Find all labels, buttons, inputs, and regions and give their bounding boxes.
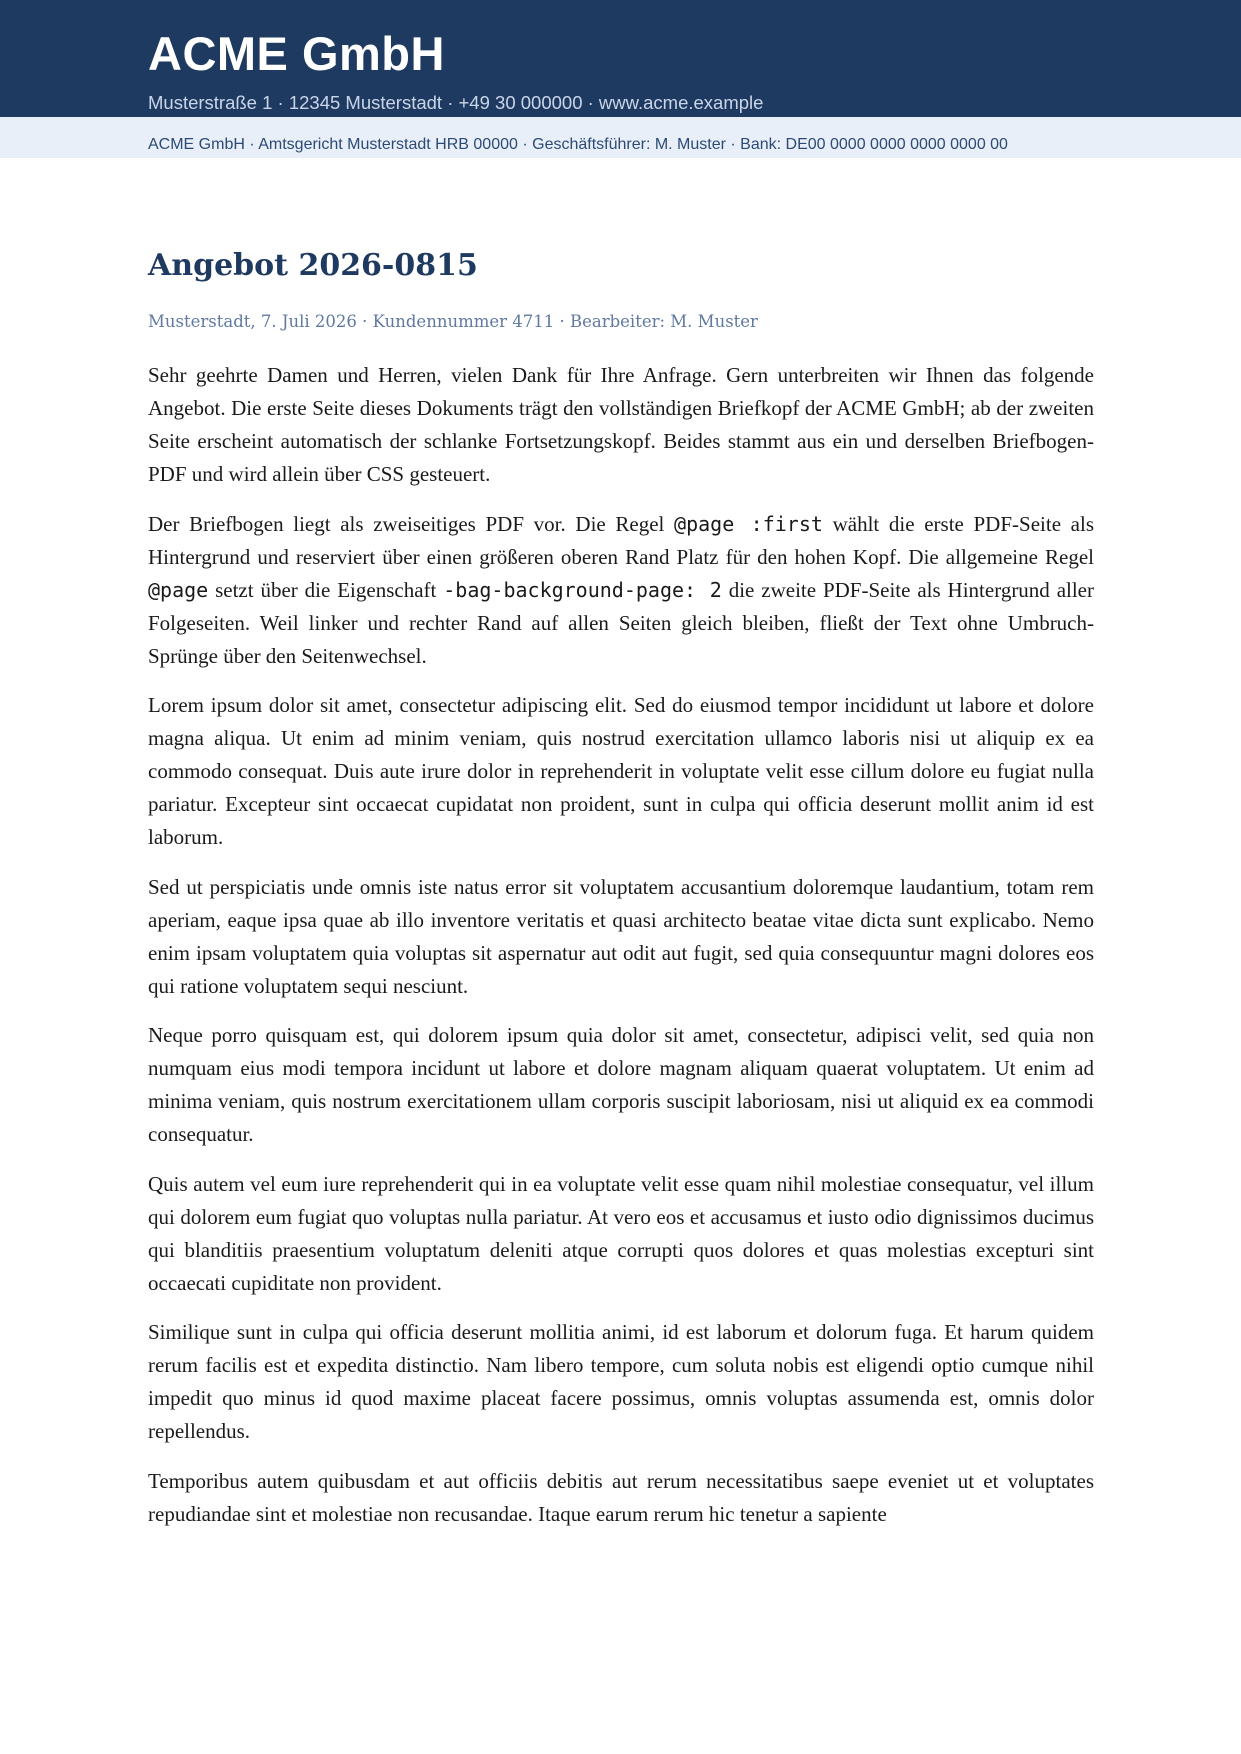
company-name: ACME GmbH [148,27,445,80]
company-contact-line: Musterstraße 1 · 12345 Musterstadt · +49 30 000000 · www.acme.example [148,92,764,113]
code-snippet: @page :first [674,511,823,536]
paragraph-quis-autem: Quis autem vel eum iure reprehenderit qui in ea voluptate velit esse quam nihil molestiae consequatur, vel illum qui dolorem eum fugiat quo voluptas nulla pariatur. At vero eos et accusamus et iusto odio dignissimos ducimus qui blanditiis praesentium voluptatum deleniti atque corrupti quos dolores et quas molestias excepturi sint occaecati cupiditate non provident. [148,1171,1094,1295]
letter-text [148,359,1094,1531]
paragraph-neque: Neque porro quisquam est, qui dolorem ipsum quia dolor sit amet, consectetur, adipisci velit, sed quia non numquam eius modi tempora incidunt ut labore et dolore magnam aliquam quaerat voluptatem. Ut enim ad minima veniam, quis nostrum exercitationem ullam corporis suscipit laboriosam, nisi ut aliquid ex ea commodi consequatur. [148,1023,1094,1146]
code-snippet: -bag-background-page: 2 [443,577,722,602]
legal-info-line: ACME GmbH · Amtsgericht Musterstadt HRB 00000 · Geschäftsführer: M. Muster · Bank: DE00 0000 0000 0000 0000 00 [148,136,1008,153]
code-snippet: @page [148,577,209,602]
paragraph-perspiciatis: Sed ut perspiciatis unde omnis iste natus error sit voluptatem accusantium doloremque laudantium, totam rem aperiam, eaque ipsa quae ab illo inventore veritatis et quasi architecto beatae vitae dicta sunt explicabo. Nemo enim ipsam voluptatem quia voluptas sit aspernatur aut odit aut fugit, sed quia consequuntur magni dolores eos qui ratione voluptatem sequi nesciunt. [148,874,1094,998]
paragraph-text: die zweite PDF-Seite als Hintergrund aller Folgeseiten. Weil linker und rechter Rand auf allen Seiten gleich bleiben, fließt der Text ohne Umbruch-Sprünge über den Seitenwechsel. [148,577,1095,668]
paragraph-css-explanation [148,508,1094,673]
document-meta-line: Musterstadt, 7. Juli 2026 · Kundennummer 4711 · Bearbeiter: M. Muster [148,312,758,331]
paragraph-temporibus: Temporibus autem quibusdam et aut officiis debitis aut rerum necessitatibus saepe eveniet ut et voluptates repudiandae sint et molestiae non recusandae. Itaque earum rerum hic tenetur a sapiente [148,1468,1094,1526]
paragraph-text: wählt die erste PDF-Seite als Hintergrund und reserviert über einen größeren oberen Rand Platz für den hohen Kopf. Die allgemeine Regel [148,511,1094,569]
paragraph-text: setzt über die Eigenschaft [208,577,444,602]
document-body [148,246,1094,1547]
paragraph-similique: Similique sunt in culpa qui officia deserunt mollitia animi, id est laborum et dolorum fuga. Et harum quidem rerum facilis est et expedita distinctio. Nam libero tempore, cum soluta nobis est eligendi optio cumque nihil impedit quo minus id quod maxime placeat facere possimus, omnis voluptas assumenda est, omnis dolor repellendus. [148,1320,1094,1443]
document-title: Angebot 2026-0815 [148,248,478,283]
paragraph-text: Der Briefbogen liegt als zweiseitiges PDF vor. Die Regel [148,511,675,536]
paragraph-lorem: Lorem ipsum dolor sit amet, consectetur adipiscing elit. Sed do eiusmod tempor incididunt ut labore et dolore magna aliqua. Ut enim ad minim veniam, quis nostrud exercitation ullamco laboris nisi ut aliquip ex ea commodo consequat. Duis aute irure dolor in reprehenderit in voluptate velit esse cillum dolore eu fugiat nulla pariatur. Excepteur sint occaecat cupidatat non proident, sunt in culpa qui officia deserunt mollit anim id est laborum. [148,693,1094,849]
paragraph-intro: Sehr geehrte Damen und Herren, vielen Dank für Ihre Anfrage. Gern unterbreiten wir Ihnen das folgende Angebot. Die erste Seite dieses Dokuments trägt den vollständigen Briefkopf der ACME GmbH; ab der zweiten Seite erscheint automatisch der schlanke Fortsetzungskopf. Beides stammt aus ein und derselben Briefbogen-PDF und wird allein über CSS gesteuert. [148,363,1094,486]
